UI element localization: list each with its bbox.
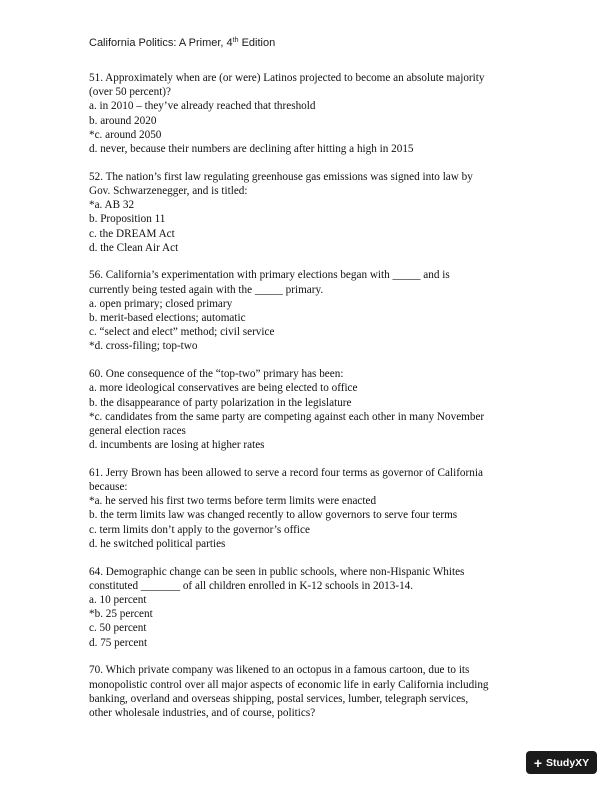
header-title-superscript: th xyxy=(232,37,239,44)
question-block xyxy=(89,663,529,720)
question-block xyxy=(89,268,529,353)
question-line: a. in 2010 – they’ve already reached that threshold xyxy=(89,100,316,113)
question-block xyxy=(89,71,529,156)
page-header xyxy=(89,36,275,50)
question-line: general election races xyxy=(89,424,186,437)
question-line: constituted _______ of all children enrolled in K-12 schools in 2013-14. xyxy=(89,579,414,592)
question-text: 51. Approximately when are (or were) Latinos projected to become an absolute majority xyxy=(89,72,485,84)
question-line: d. 75 percent xyxy=(89,636,148,649)
question-text: 52. The nation’s first law regulating greenhouse gas emissions was signed into law by xyxy=(89,170,473,183)
question-text: 60. One consequence of the “top-two” primary has been: xyxy=(89,368,344,381)
question-line: c. term limits don’t apply to the governor’s office xyxy=(89,523,310,536)
question-line: banking, overland and overseas shipping, postal services, lumber, telegraph services, xyxy=(89,692,469,705)
question-line: *c. around 2050 xyxy=(89,128,162,141)
question-line: other wholesale industries, and of course, politics? xyxy=(89,706,316,719)
question-line: *b. 25 percent xyxy=(89,608,153,621)
question-line: a. 10 percent xyxy=(89,594,147,606)
question-line: *a. AB 32 xyxy=(89,199,135,212)
question-text: 70. Which private company was likened to an octopus in a famous cartoon, due to its xyxy=(89,664,470,677)
question-line: d. never, because their numbers are declining after hitting a high in 2015 xyxy=(89,143,414,156)
question-line: b. Proposition 11 xyxy=(89,213,166,226)
question-line: c. 50 percent xyxy=(89,622,147,635)
studyxy-badge[interactable] xyxy=(526,751,597,774)
question-line: *a. he served his first two terms before term limits were enacted xyxy=(89,495,377,508)
question-line: b. merit-based elections; automatic xyxy=(89,312,246,325)
question-line: b. the term limits law was changed recently to allow governors to serve four terms xyxy=(89,509,458,522)
studyxy-label: StudyXY xyxy=(546,756,590,769)
question-block xyxy=(89,565,529,650)
question-line: b. around 2020 xyxy=(89,114,157,127)
question-line: monopolistic control over all major aspects of economic life in early California including xyxy=(89,678,489,691)
question-line: a. open primary; closed primary xyxy=(89,297,233,310)
header-title: California Politics: A Primer, 4 xyxy=(89,37,233,49)
question-line: currently being tested again with the _____ primary. xyxy=(89,283,324,296)
question-block xyxy=(89,466,529,551)
question-text: 56. California’s experimentation with primary elections began with _____ and is xyxy=(89,269,450,282)
question-line: c. “select and elect” method; civil service xyxy=(89,326,275,339)
question-line: d. incumbents are losing at higher rates xyxy=(89,439,265,452)
question-line: d. the Clean Air Act xyxy=(89,241,179,254)
question-line: d. he switched political parties xyxy=(89,537,226,550)
question-block xyxy=(89,170,529,255)
question-list xyxy=(89,71,529,734)
question-line: *d. cross-filing; top-two xyxy=(89,340,198,353)
plus-icon: + xyxy=(533,754,542,771)
question-line: because: xyxy=(89,481,128,494)
question-line: Gov. Schwarzenegger, and is titled: xyxy=(89,184,248,197)
question-line: c. the DREAM Act xyxy=(89,227,175,240)
question-block xyxy=(89,367,529,452)
question-text: 61. Jerry Brown has been allowed to serve a record four terms as governor of California xyxy=(89,466,483,479)
question-line: b. the disappearance of party polarization in the legislature xyxy=(89,396,352,409)
question-line: (over 50 percent)? xyxy=(89,86,171,99)
question-line: *c. candidates from the same party are competing against each other in many November xyxy=(89,410,485,423)
header-title-suffix: Edition xyxy=(238,37,276,49)
question-line: a. more ideological conservatives are being elected to office xyxy=(89,382,358,395)
question-text: 64. Demographic change can be seen in public schools, where non-Hispanic Whites xyxy=(89,565,465,578)
